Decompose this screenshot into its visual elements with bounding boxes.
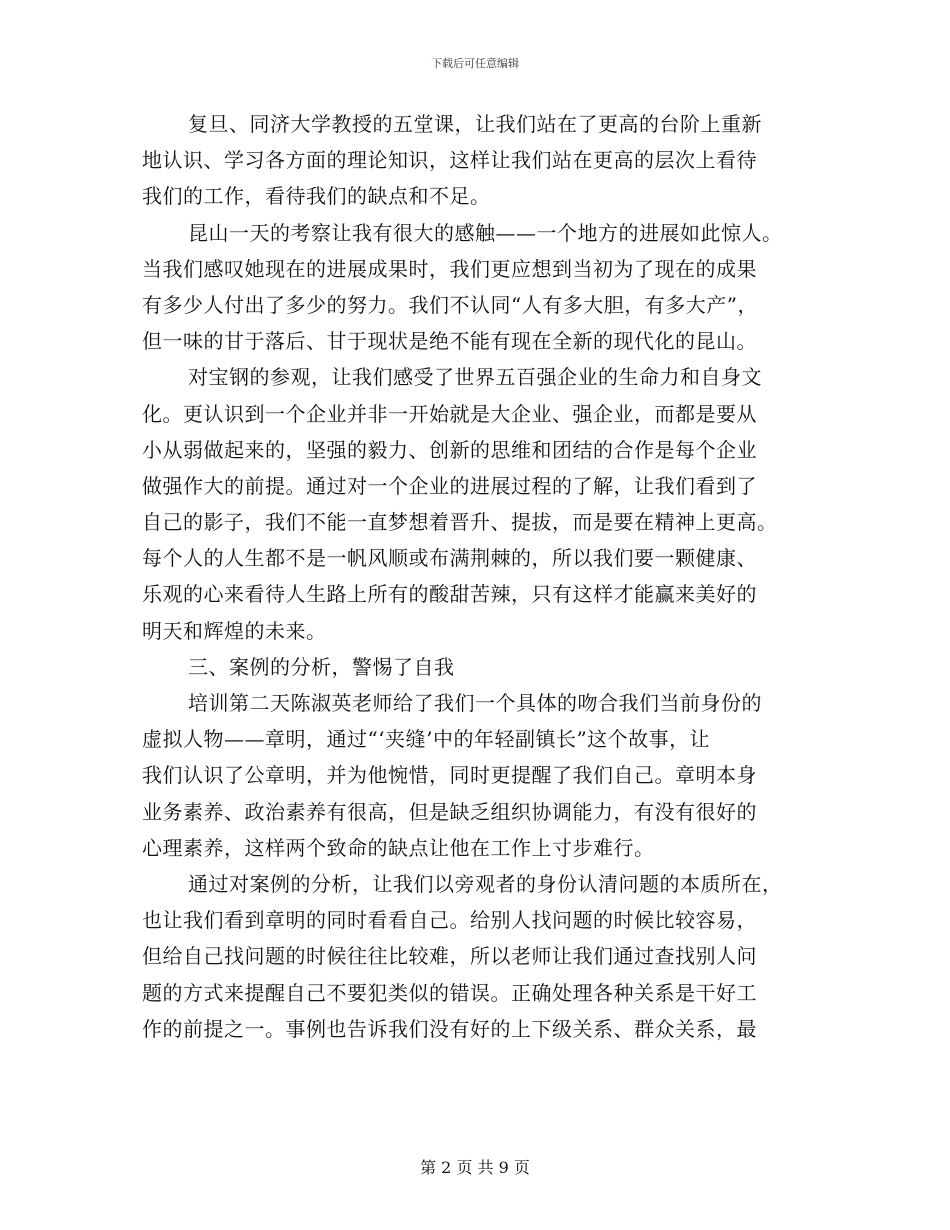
text-line: 做强作大的前提。通过对一个企业的进展过程的了解，让我们看到了 <box>142 473 757 498</box>
text-line: 业务素养、政治素养有很高，但是缺乏组织协调能力，有没有很好的 <box>142 799 757 824</box>
text-line: 我们认识了公章明，并为他惋惜，同时更提醒了我们自己。章明本身 <box>142 763 757 788</box>
text-line: 有多少人付出了多少的努力。我们不认同“人有多大胆，有多大产”， <box>142 292 758 317</box>
text-line: 虚拟人物——章明，通过“‘夹缝’中的年轻副镇长”这个故事，让 <box>142 727 711 752</box>
text-line: 培训第二天陈淑英老师给了我们一个具体的吻合我们当前身份的 <box>188 691 762 715</box>
text-line: 昆山一天的考察让我有很大的感触——一个地方的进展如此惊人。 <box>188 220 783 245</box>
text-line: 自己的影子，我们不能一直梦想着晋升、提拔，而是要在精神上更高。 <box>142 510 778 535</box>
text-line: 化。更认识到一个企业并非一开始就是大企业、强企业，而都是要从 <box>142 401 757 426</box>
text-line: 地认识、学习各方面的理论知识，这样让我们站在更高的层次上看待 <box>142 148 757 173</box>
text-line: 也让我们看到章明的同时看看自己。给别人找问题的时候比较容易， <box>142 908 757 933</box>
text-line: 我们的工作，看待我们的缺点和不足。 <box>142 184 491 209</box>
text-line: 明天和辉煌的未来。 <box>142 618 327 643</box>
text-line: 小从弱做起来的，坚强的毅力、创新的思维和团结的合作是每个企业 <box>142 437 757 462</box>
text-line: 但给自己找问题的时候往往比较难，所以老师让我们通过查找别人问 <box>142 944 757 969</box>
page-header-note: 下载后可任意编辑 <box>431 57 519 70</box>
text-line: 乐观的心来看待人生路上所有的酸甜苦辣，只有这样才能赢来美好的 <box>142 582 757 607</box>
text-line: 每个人的人生都不是一帆风顺或布满荆棘的，所以我们要一颗健康、 <box>142 546 757 571</box>
page-number: 第 2 页 共 9 页 <box>420 1158 530 1177</box>
text-line: 题的方式来提醒自己不要犯类似的错误。正确处理各种关系是干好工 <box>142 980 757 1005</box>
text-line: 通过对案例的分析，让我们以旁观者的身份认清问题的本质所在， <box>188 871 783 896</box>
text-line: 作的前提之一。事例也告诉我们没有好的上下级关系、群众关系，最 <box>142 1016 757 1041</box>
text-line: 对宝钢的参观，让我们感受了世界五百强企业的生命力和自身文 <box>188 365 762 390</box>
text-line: 复旦、同济大学教授的五堂课，让我们站在了更高的台阶上重新 <box>188 112 762 136</box>
text-line: 当我们感叹她现在的进展成果时，我们更应想到当初为了现在的成果 <box>142 256 757 281</box>
document-body <box>142 106 810 1047</box>
text-line: 心理素养，这样两个致命的缺点让他在工作上寸步难行。 <box>142 835 655 860</box>
text-line: 但一味的甘于落后、甘于现状是绝不能有现在全新的现代化的昆山。 <box>142 329 757 354</box>
text-line: 三、案例的分析，警惕了自我 <box>188 654 455 679</box>
